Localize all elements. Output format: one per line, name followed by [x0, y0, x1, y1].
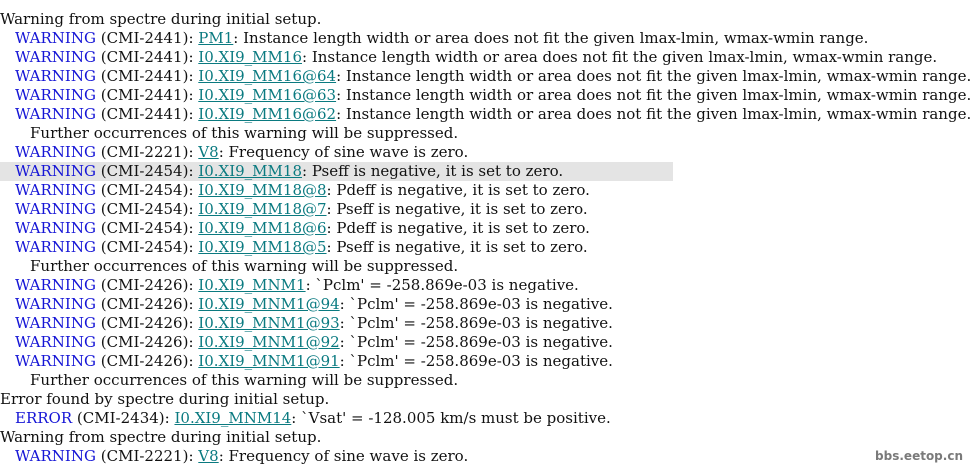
warning-label: WARNING [15, 333, 96, 351]
instance-link[interactable]: I0.XI9_MNM1@91 [198, 352, 340, 370]
log-message-line: WARNING (CMI-2441): I0.XI9_MM16@63: Instance length width or area does not fit the given lmax-lmin, wmax-wmin range. [15, 86, 971, 104]
log-header-line: Error found by spectre during initial setup. [0, 390, 330, 408]
instance-link[interactable]: PM1 [198, 29, 234, 47]
message-code: (CMI-2426) [100, 352, 189, 370]
message-code: (CMI-2441) [100, 105, 189, 123]
message-text: : Pseff is negative, it is set to zero. [302, 162, 564, 180]
message-text: : `Pclm' = -258.869e-03 is negative. [305, 276, 579, 294]
message-text: : Pdeff is negative, it is set to zero. [326, 219, 590, 237]
log-message-line: WARNING (CMI-2426): I0.XI9_MNM1@94: `Pclm' = -258.869e-03 is negative. [15, 295, 613, 313]
message-code: (CMI-2441) [100, 48, 189, 66]
instance-link[interactable]: I0.XI9_MM16@63 [198, 86, 337, 104]
instance-link[interactable]: I0.XI9_MM18 [198, 162, 302, 180]
message-text: : Frequency of sine wave is zero. [218, 143, 469, 161]
log-message-line: WARNING (CMI-2441): I0.XI9_MM16@62: Instance length width or area does not fit the given lmax-lmin, wmax-wmin range. [15, 105, 971, 123]
log-message-line: WARNING (CMI-2426): I0.XI9_MNM1: `Pclm' = -258.869e-03 is negative. [15, 276, 579, 294]
log-message-line: WARNING (CMI-2441): PM1: Instance length width or area does not fit the given lmax-lmin, wmax-wmin range. [15, 29, 869, 47]
message-code: (CMI-2426) [100, 295, 189, 313]
log-message-line: WARNING (CMI-2454): I0.XI9_MM18@5: Pseff is negative, it is set to zero. [15, 238, 588, 256]
warning-label: WARNING [15, 67, 96, 85]
log-message-line: WARNING (CMI-2454): I0.XI9_MM18@7: Pseff is negative, it is set to zero. [15, 200, 588, 218]
message-text: : `Pclm' = -258.869e-03 is negative. [339, 352, 613, 370]
instance-link[interactable]: I0.XI9_MM16 [198, 48, 302, 66]
warning-label: WARNING [15, 86, 96, 104]
log-message-line: WARNING (CMI-2426): I0.XI9_MNM1@91: `Pclm' = -258.869e-03 is negative. [15, 352, 613, 370]
watermark: bbs.eetop.cn [875, 449, 963, 463]
message-code: (CMI-2426) [100, 314, 189, 332]
message-text: : `Pclm' = -258.869e-03 is negative. [339, 295, 613, 313]
warning-label: WARNING [15, 276, 96, 294]
message-text: : `Pclm' = -258.869e-03 is negative. [339, 314, 613, 332]
message-text: : `Pclm' = -258.869e-03 is negative. [339, 333, 613, 351]
log-suppression-note: Further occurrences of this warning will be suppressed. [30, 124, 459, 142]
instance-link[interactable]: I0.XI9_MM18@5 [198, 238, 327, 256]
warning-label: WARNING [15, 238, 96, 256]
log-message-line: WARNING (CMI-2221): V8: Frequency of sine wave is zero. [15, 447, 469, 465]
instance-link[interactable]: I0.XI9_MNM1@92 [198, 333, 340, 351]
log-message-line: WARNING (CMI-2426): I0.XI9_MNM1@93: `Pclm' = -258.869e-03 is negative. [15, 314, 613, 332]
message-text: : Pseff is negative, it is set to zero. [326, 200, 588, 218]
warning-label: WARNING [15, 447, 96, 465]
log-message-line: WARNING (CMI-2426): I0.XI9_MNM1@92: `Pclm' = -258.869e-03 is negative. [15, 333, 613, 351]
message-text: : `Vsat' = -128.005 km/s must be positive. [291, 409, 611, 427]
log-message-line: WARNING (CMI-2441): I0.XI9_MM16@64: Instance length width or area does not fit the given lmax-lmin, wmax-wmin range. [15, 67, 971, 85]
log-suppression-note: Further occurrences of this warning will be suppressed. [30, 257, 459, 275]
message-text: : Instance length width or area does not fit the given lmax-lmin, wmax-wmin range. [336, 67, 971, 85]
instance-link[interactable]: I0.XI9_MM18@8 [198, 181, 327, 199]
message-code: (CMI-2441) [100, 29, 189, 47]
message-code: (CMI-2426) [100, 276, 189, 294]
warning-label: WARNING [15, 29, 96, 47]
log-suppression-note: Further occurrences of this warning will be suppressed. [30, 371, 459, 389]
log-header-line: Warning from spectre during initial setup. [0, 428, 322, 446]
message-code: (CMI-2454) [100, 162, 189, 180]
error-label: ERROR [15, 409, 73, 427]
instance-link[interactable]: I0.XI9_MNM14 [174, 409, 292, 427]
instance-link[interactable]: I0.XI9_MNM1@94 [198, 295, 340, 313]
message-code: (CMI-2221) [100, 447, 189, 465]
warning-label: WARNING [15, 219, 96, 237]
log-header-line: Warning from spectre during initial setup. [0, 10, 322, 28]
log-message-line: WARNING (CMI-2441): I0.XI9_MM16: Instance length width or area does not fit the given lmax-lmin, wmax-wmin range. [15, 48, 938, 66]
message-code: (CMI-2221) [100, 143, 189, 161]
message-text: : Instance length width or area does not fit the given lmax-lmin, wmax-wmin range. [233, 29, 869, 47]
message-code: (CMI-2426) [100, 333, 189, 351]
message-code: (CMI-2441) [100, 67, 189, 85]
message-code: (CMI-2441) [100, 86, 189, 104]
instance-link[interactable]: I0.XI9_MM16@62 [198, 105, 337, 123]
instance-link[interactable]: I0.XI9_MNM1@93 [198, 314, 340, 332]
message-text: : Frequency of sine wave is zero. [218, 447, 469, 465]
warning-label: WARNING [15, 200, 96, 218]
message-code: (CMI-2454) [100, 200, 189, 218]
warning-label: WARNING [15, 143, 96, 161]
message-code: (CMI-2454) [100, 219, 189, 237]
message-code: (CMI-2454) [100, 181, 189, 199]
message-text: : Instance length width or area does not fit the given lmax-lmin, wmax-wmin range. [302, 48, 938, 66]
warning-label: WARNING [15, 105, 96, 123]
log-message-line-selected: WARNING (CMI-2454): I0.XI9_MM18: Pseff is negative, it is set to zero. [0, 162, 673, 181]
warning-label: WARNING [15, 181, 96, 199]
warning-label: WARNING [15, 314, 96, 332]
warning-label: WARNING [15, 295, 96, 313]
instance-link[interactable]: V8 [198, 143, 219, 161]
message-text: : Pseff is negative, it is set to zero. [326, 238, 588, 256]
log-message-line: WARNING (CMI-2221): V8: Frequency of sine wave is zero. [15, 143, 469, 161]
message-text: : Instance length width or area does not fit the given lmax-lmin, wmax-wmin range. [336, 86, 971, 104]
message-text: : Pdeff is negative, it is set to zero. [326, 181, 590, 199]
log-message-line: WARNING (CMI-2454): I0.XI9_MM18@6: Pdeff is negative, it is set to zero. [15, 219, 590, 237]
instance-link[interactable]: I0.XI9_MM18@7 [198, 200, 327, 218]
warning-label: WARNING [15, 352, 96, 370]
message-code: (CMI-2434) [76, 409, 165, 427]
message-text: : Instance length width or area does not fit the given lmax-lmin, wmax-wmin range. [336, 105, 971, 123]
message-code: (CMI-2454) [100, 238, 189, 256]
instance-link[interactable]: I0.XI9_MNM1 [198, 276, 306, 294]
warning-label: WARNING [15, 162, 96, 180]
log-message-line: ERROR (CMI-2434): I0.XI9_MNM14: `Vsat' = -128.005 km/s must be positive. [15, 409, 611, 427]
instance-link[interactable]: I0.XI9_MM18@6 [198, 219, 327, 237]
warning-label: WARNING [15, 48, 96, 66]
instance-link[interactable]: I0.XI9_MM16@64 [198, 67, 337, 85]
log-message-line: WARNING (CMI-2454): I0.XI9_MM18@8: Pdeff is negative, it is set to zero. [15, 181, 590, 199]
instance-link[interactable]: V8 [198, 447, 219, 465]
